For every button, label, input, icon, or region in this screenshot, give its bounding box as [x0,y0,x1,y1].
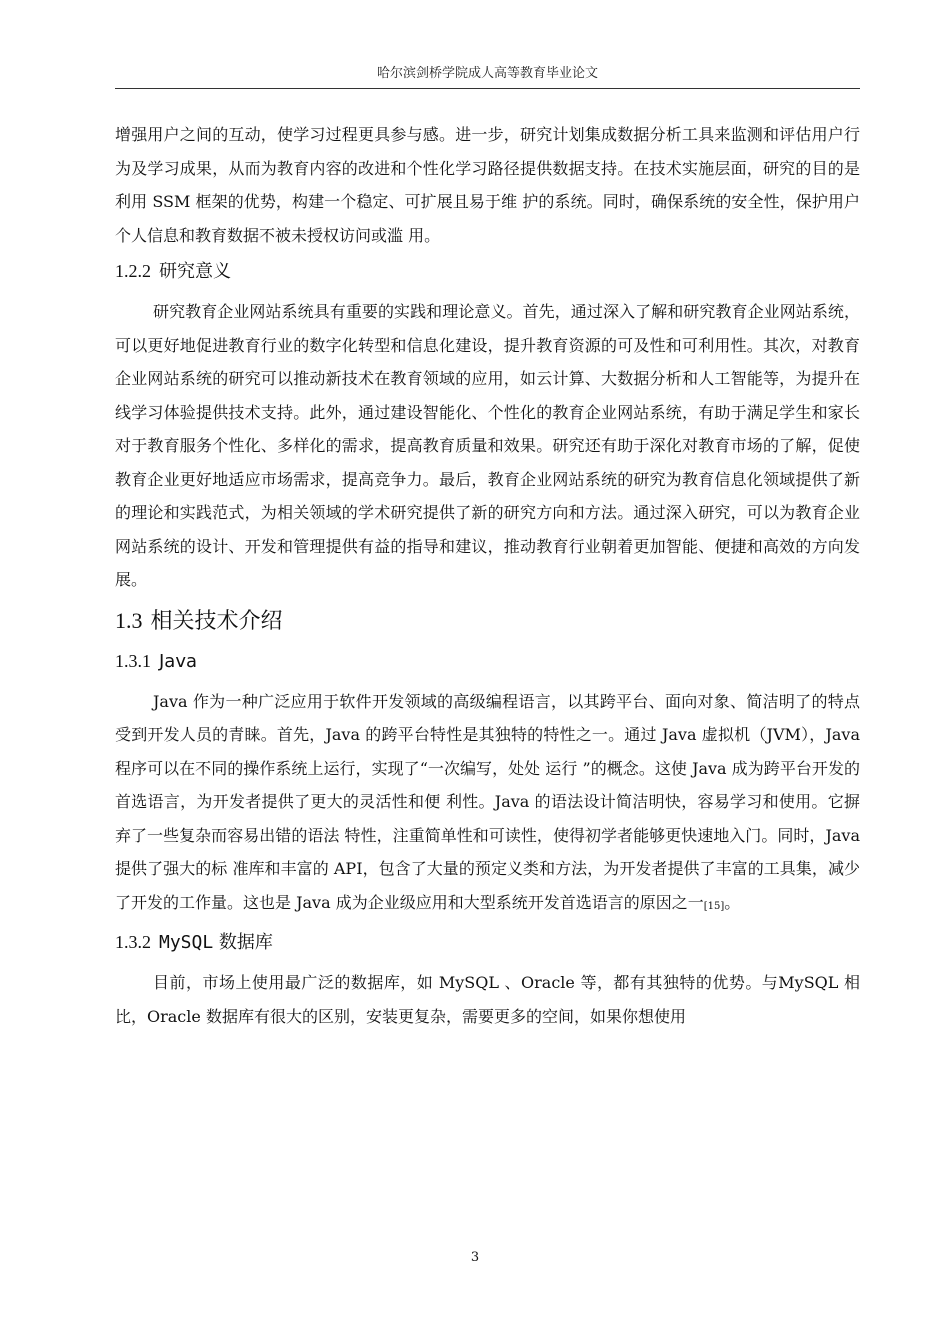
section-title: 相关技术介绍 [150,608,283,634]
page-content [115,118,860,1033]
section-1-2-2-heading [115,258,860,285]
section-title: Java [159,650,198,672]
section-1-2-2-paragraph: 研究教育企业网站系统具有重要的实践和理论意义。首先，通过深入了解和研究教育企业网站系统，可以更好地促进教育行业的数字化转型和信息化建设，提升教育资源的可及性和可利用性。其次，对教育企业网站系统的研究可以推动新技术在教育领域的应用，如云计算、大数据分析和人工智能等，为提升在线学习体验提供技术支持。此外，通过建设智能化、个性化的教育企业网站系统，有助于满足学生和家长对于教育服务个性化、多样化的需求，提高教育质量和效果。研究还有助于深化对教育市场的了解，促使教育企业更好地适应市场需求，提高竞争力。最后，教育企业网站系统的研究为教育信息化领域提供了新的理论和实践范式，为相关领域的学术研究提供了新的研究方向和方法。通过深入研究，可以为教育企业网站系统的设计、开发和管理提供有益的指导和建议，推动教育行业朝着更加智能、便捷和高效的方向发展。 [115,302,860,589]
page-number: 3 [470,1250,480,1265]
citation-ref: [15] [703,900,725,912]
section-1-3-1-heading [115,648,860,675]
running-header: 哈尔滨剑桥学院成人高等教育毕业论文 [115,62,860,89]
section-1-3-2-heading [115,929,860,956]
paragraph-text: Java 作为一种广泛应用于软件开发领域的高级编程语言，以其跨平台、面向对象、简洁明了的特点受到开发人员的青睐。首先，Java 的跨平台特性是其独特的特性之一。通过 Java 虚拟机（JVM），Java 程序可以在不同的操作系统上运行，实现了“一次编写，处处 运行 ”的概念。这使 Java 成为跨平台开发的首选语言，为开发者提供了更大的灵活性和便 利性。Java 的语法设计简洁明快，容易学习和使用。它摒弃了一些复杂而容易出错的语法 特性，注重简单性和可读性，使得初学者能够更快速地入门。同时，Java 提供了强大的标 准库和丰富的 API，包含了大量的预定义类和方法，为开发者提供了丰富的工具集，减少 了开发的工作量。这也是 Java 成为企业级应用和大型系统开发首选语言的原因之一 [115,691,860,912]
section-1-3-1-paragraph [115,685,860,924]
section-title-mono: MySQL [159,932,214,953]
section-title: 数据库 [218,932,273,953]
intro-paragraph: 增强用户之间的互动，使学习过程更具参与感。进一步，研究计划集成数据分析工具来监测和评估用户行为及学习成果，从而为教育内容的改进和个性化学习路径提供数据支持。在技术实施层面，研究的目的是利用 SSM 框架的优势，构建一个稳定、可扩展且易于维 护的系统。同时，确保系统的安全性，保护用户个人信息和教育数据不被未授权访问或滥 用。 [115,125,860,245]
section-number: 1.3 [115,607,143,633]
end-mark: 。 [724,892,741,912]
section-1-3-heading [115,605,860,638]
section-title: 研究意义 [159,261,231,282]
section-number: 1.3.2 [115,932,151,952]
section-number: 1.2.2 [115,261,151,281]
section-1-3-2-paragraph: 目前，市场上使用最广泛的数据库，如 MySQL 、Oracle 等，都有其独特的优势。与MySQL 相比，Oracle 数据库有很大的区别，安装更复杂，需要更多的空间，如果你想使用 [115,973,860,1026]
section-number: 1.3.1 [115,650,151,671]
